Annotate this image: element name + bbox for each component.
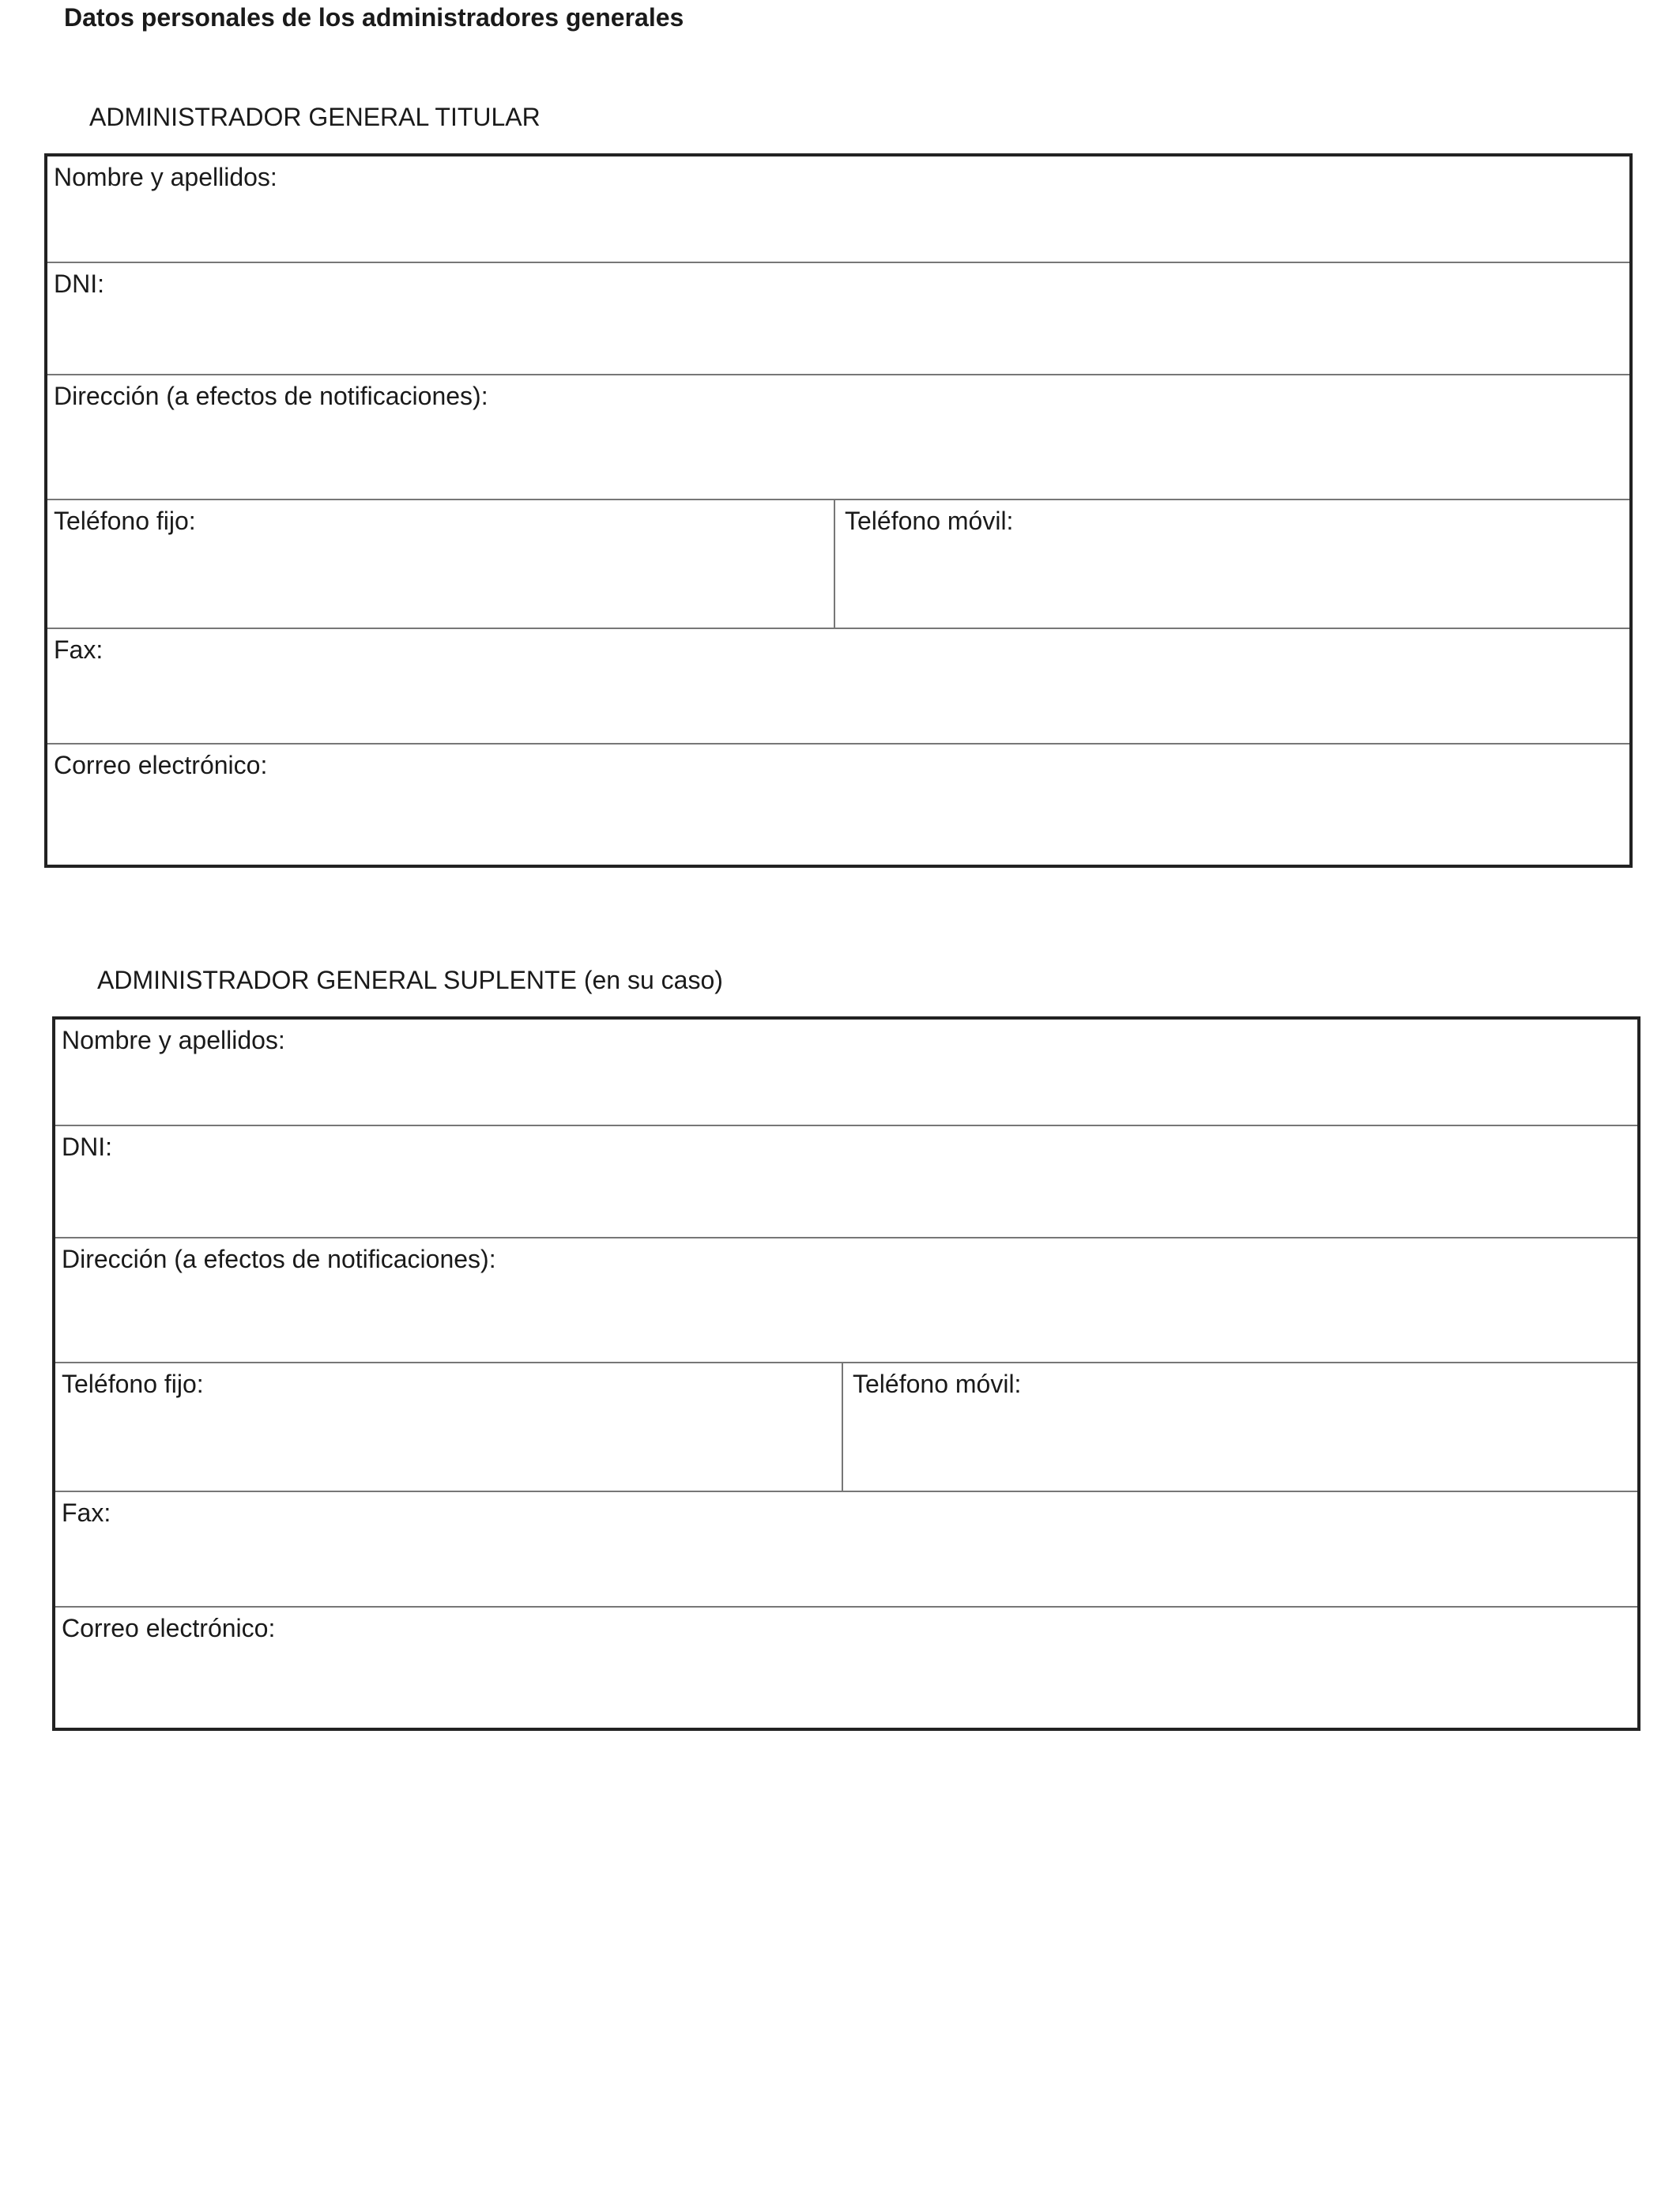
row-direccion xyxy=(55,1238,1637,1363)
row-nombre xyxy=(47,156,1629,263)
field-telefono-movil[interactable] xyxy=(835,500,1629,628)
field-label: Nombre y apellidos: xyxy=(62,1026,285,1054)
field-label: Correo electrónico: xyxy=(54,751,268,779)
field-label: DNI: xyxy=(62,1133,112,1161)
row-telefonos xyxy=(47,500,1629,629)
field-value[interactable] xyxy=(54,193,1629,224)
field-direccion[interactable] xyxy=(55,1238,1637,1362)
field-telefono-fijo[interactable] xyxy=(55,1363,843,1491)
field-value[interactable] xyxy=(853,1400,1637,1431)
field-nombre[interactable] xyxy=(55,1020,1637,1125)
field-label: Correo electrónico: xyxy=(62,1614,276,1642)
form-suplente xyxy=(52,1016,1640,1731)
row-nombre xyxy=(55,1020,1637,1126)
row-fax xyxy=(55,1492,1637,1608)
row-direccion xyxy=(47,375,1629,500)
field-telefono-fijo[interactable] xyxy=(47,500,835,628)
field-nombre[interactable] xyxy=(47,156,1629,262)
field-value[interactable] xyxy=(54,300,1629,331)
field-value[interactable] xyxy=(62,1275,1637,1306)
field-dni[interactable] xyxy=(47,263,1629,374)
field-direccion[interactable] xyxy=(47,375,1629,499)
row-dni xyxy=(55,1126,1637,1238)
field-value[interactable] xyxy=(54,537,834,568)
field-value[interactable] xyxy=(54,781,1629,812)
row-dni xyxy=(47,263,1629,375)
field-label: Fax: xyxy=(54,635,104,664)
field-value[interactable] xyxy=(845,537,1629,568)
row-correo xyxy=(47,745,1629,865)
field-label: Teléfono fijo: xyxy=(62,1370,204,1398)
field-fax[interactable] xyxy=(55,1492,1637,1606)
document-title: Datos personales de los administradores generales xyxy=(64,3,684,32)
field-value[interactable] xyxy=(62,1163,1637,1194)
field-label: Teléfono fijo: xyxy=(54,507,196,535)
form-titular xyxy=(44,153,1633,868)
field-label: Dirección (a efectos de notificaciones): xyxy=(62,1245,496,1273)
field-value[interactable] xyxy=(62,1644,1637,1676)
field-value[interactable] xyxy=(62,1056,1637,1088)
field-label: DNI: xyxy=(54,270,104,298)
field-value[interactable] xyxy=(54,665,1629,697)
row-telefonos xyxy=(55,1363,1637,1492)
field-label: Teléfono móvil: xyxy=(853,1370,1022,1398)
field-value[interactable] xyxy=(54,412,1629,443)
field-telefono-movil[interactable] xyxy=(843,1363,1637,1491)
field-correo[interactable] xyxy=(55,1608,1637,1728)
row-fax xyxy=(47,629,1629,745)
section-heading-titular: ADMINISTRADOR GENERAL TITULAR xyxy=(89,103,541,131)
field-correo[interactable] xyxy=(47,745,1629,865)
row-correo xyxy=(55,1608,1637,1728)
field-value[interactable] xyxy=(62,1529,1637,1560)
field-dni[interactable] xyxy=(55,1126,1637,1237)
field-fax[interactable] xyxy=(47,629,1629,743)
section-heading-suplente: ADMINISTRADOR GENERAL SUPLENTE (en su caso) xyxy=(97,966,723,994)
field-value[interactable] xyxy=(62,1400,842,1431)
field-label: Fax: xyxy=(62,1498,111,1527)
field-label: Teléfono móvil: xyxy=(845,507,1014,535)
field-label: Dirección (a efectos de notificaciones): xyxy=(54,382,488,410)
field-label: Nombre y apellidos: xyxy=(54,163,277,191)
